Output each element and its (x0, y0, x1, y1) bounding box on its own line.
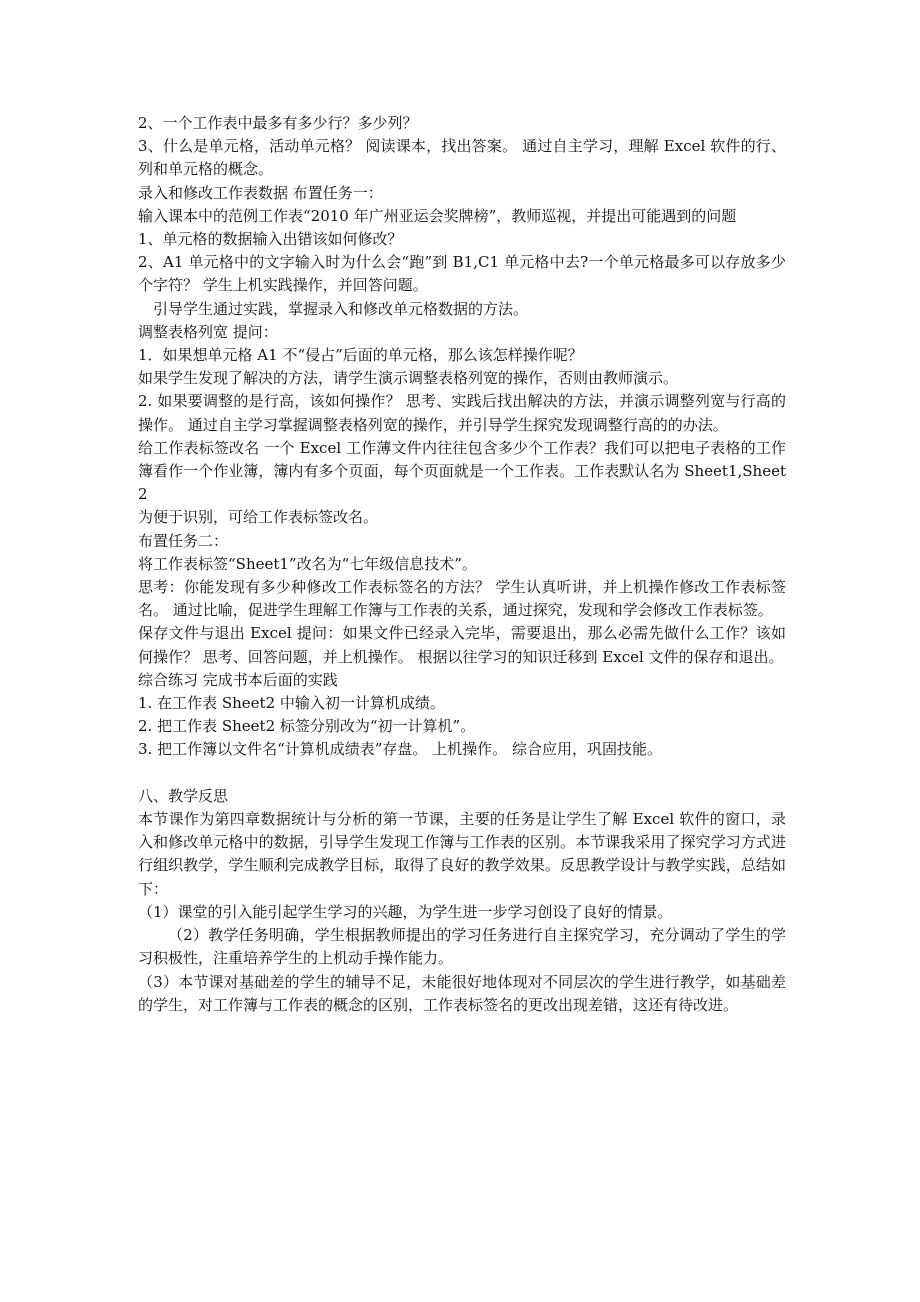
paragraph: 输入课本中的范例工作表“2010 年广州亚运会奖牌榜”，教师巡视，并提出可能遇到的问题 (138, 206, 737, 225)
paragraph: 2、一个工作表中最多有多少行？多少列？ (138, 114, 418, 132)
paragraph: 综合练习 完成书本后面的实践 (138, 670, 338, 689)
paragraph: 调整表格列宽 提问： (138, 322, 278, 341)
list-item: 2. 把工作表 Sheet2 标签分别改为“初一计算机”。 (138, 717, 476, 736)
paragraph: 1、单元格的数据输入出错该如何修改？ (138, 230, 403, 249)
paragraph: 3、什么是单元格，活动单元格？ 阅读课本，找出答案。 通过自主学习，理解 Excel 软件的行、列和单元格的概念。 (138, 137, 786, 179)
section-heading: 八、教学反思 (138, 786, 229, 805)
blank-line (138, 762, 786, 785)
paragraph: 引导学生通过实践，掌握录入和修改单元格数据的方法。 (153, 299, 529, 318)
list-item: 1. 在工作表 Sheet2 中输入初一计算机成绩。 (138, 694, 445, 713)
paragraph: 将工作表标签“Sheet1”改名为“七年级信息技术”。 (138, 554, 477, 573)
paragraph: 布置任务二： (138, 531, 229, 550)
paragraph: 保存文件与退出 Excel 提问：如果文件已经录入完毕，需要退出，那么必需先做什么工作？该如何操作？ 思考、回答问题，并上机操作。 根据以往学习的知识迁移到 Excel 文件的保存和退出。 (138, 624, 786, 666)
paragraph: 给工作表标签改名 一个 Excel 工作薄文件内往往包含多少个工作表？我们可以把电子表格的工作簿看作一个作业簿，簿内有多个页面，每个页面就是一个工作表。工作表默认名为 Sheet1,Sheet2 (138, 438, 786, 504)
list-item: （3）本节课对基础差的学生的辅导不足，未能很好地体现对不同层次的学生进行教学，如基础差的学生，对工作簿与工作表的概念的区别，工作表标签名的更改出现差错，这还有待改进。 (138, 972, 786, 1014)
paragraph: 2、A1 单元格中的文字输入时为什么会“跑”到 B1,C1 单元格中去?一个单元格最多可以存放多少个字符？ 学生上机实践操作，并回答问题。 (138, 253, 786, 295)
paragraph: 录入和修改工作表数据 布置任务一： (138, 183, 383, 202)
paragraph: 思考：你能发现有多少种修改工作表标签名的方法？ 学生认真听讲，并上机操作修改工作表标签名。 通过比喻，促进学生理解工作簿与工作表的关系，通过探究，发现和学会修改工作表标签。 (138, 578, 786, 620)
paragraph: 本节课作为第四章数据统计与分析的第一节课，主要的任务是让学生了解 Excel 软件的窗口，录入和修改单元格中的数据，引导学生发现工作簿与工作表的区别。本节课我采用了探究学习方式进行组织教学，学生顺利完成教学目标，取得了良好的教学效果。反思教学设计与教学实践，总结如下： (138, 810, 786, 898)
list-item: （2）教学任务明确，学生根据教师提出的学习任务进行自主探究学习，充分调动了学生的学习积极性，注重培养学生的上机动手操作能力。 (138, 926, 786, 968)
paragraph: 2. 如果要调整的是行高，该如何操作？ 思考、实践后找出解决的方法，并演示调整列宽与行高的操作。 通过自主学习掌握调整表格列宽的操作，并引导学生探究发现调整行高的的办法。 (138, 392, 786, 434)
list-item: 3. 把工作簿以文件名“计算机成绩表”存盘。 上机操作。 综合应用，巩固技能。 (138, 740, 662, 759)
paragraph: 1．如果想单元格 A1 不“侵占”后面的单元格，那么该怎样操作呢？ (138, 346, 583, 365)
list-item: （1）课堂的引入能引起学生学习的兴趣，为学生进一步学习创设了良好的情景。 (138, 902, 673, 921)
document-body (138, 112, 786, 1017)
paragraph: 为便于识别，可给工作表标签改名。 (138, 508, 379, 527)
paragraph: 如果学生发现了解决的方法，请学生演示调整表格列宽的操作，否则由教师演示。 (138, 369, 679, 388)
